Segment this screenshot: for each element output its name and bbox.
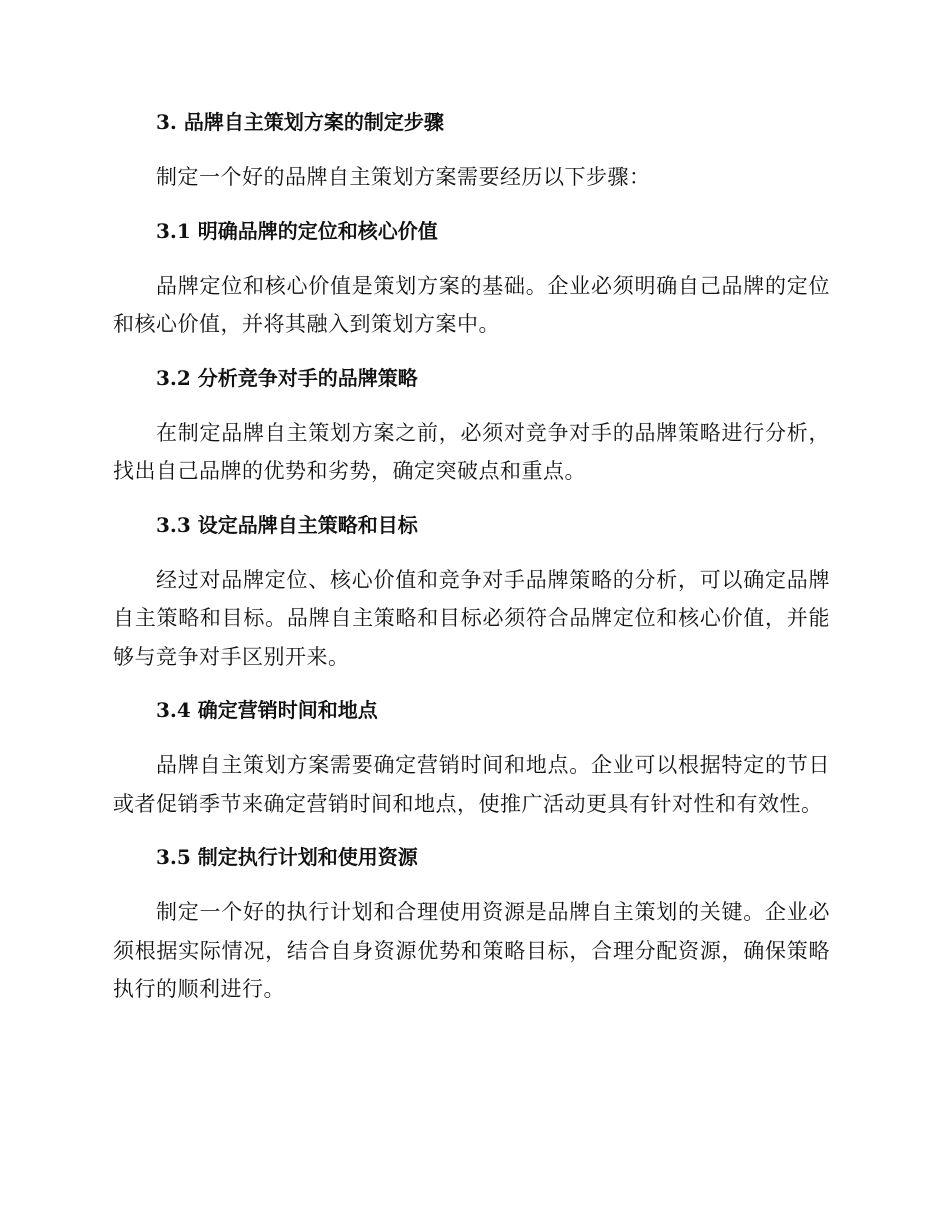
step-heading-3-2: 3.2 分析竞争对手的品牌策略 [156, 365, 418, 390]
step-body-3-4: 品牌自主策划方案需要确定营销时间和地点。企业可以根据特定的节日或者促销季节来确定营销时间和地点，使推广活动更具有针对性和有效性。 [113, 753, 830, 816]
step-heading-3-4: 3.4 确定营销时间和地点 [156, 698, 378, 722]
step-heading-3-1: 3.1 明确品牌的定位和核心价值 [156, 218, 438, 243]
step-body-3-5: 制定一个好的执行计划和合理使用资源是品牌自主策划的关键。企业必须根据实际情况，结合自身资源优势和策略目标，合理分配资源，确保策略执行的顺利进行。 [113, 900, 830, 1001]
step-heading-3-5: 3.5 制定执行计划和使用资源 [156, 845, 418, 869]
section-title: 3. 品牌自主策划方案的制定步骤 [156, 110, 444, 134]
section-intro: 制定一个好的品牌自主策划方案需要经历以下步骤： [156, 165, 651, 189]
step-heading-3-3: 3.3 设定品牌自主策略和目标 [156, 512, 418, 537]
step-body-3-3: 经过对品牌定位、核心价值和竞争对手品牌策略的分析，可以确定品牌自主策略和目标。品牌自主策略和目标必须符合品牌定位和核心价值，并能够与竞争对手区别开来。 [113, 567, 830, 669]
step-body-3-2: 在制定品牌自主策划方案之前，必须对竞争对手的品牌策略进行分析，找出自己品牌的优势和劣势，确定突破点和重点。 [113, 420, 830, 483]
step-body-3-1: 品牌定位和核心价值是策划方案的基础。企业必须明确自己品牌的定位和核心价值，并将其融入到策划方案中。 [113, 273, 830, 336]
document-content [113, 108, 830, 1009]
